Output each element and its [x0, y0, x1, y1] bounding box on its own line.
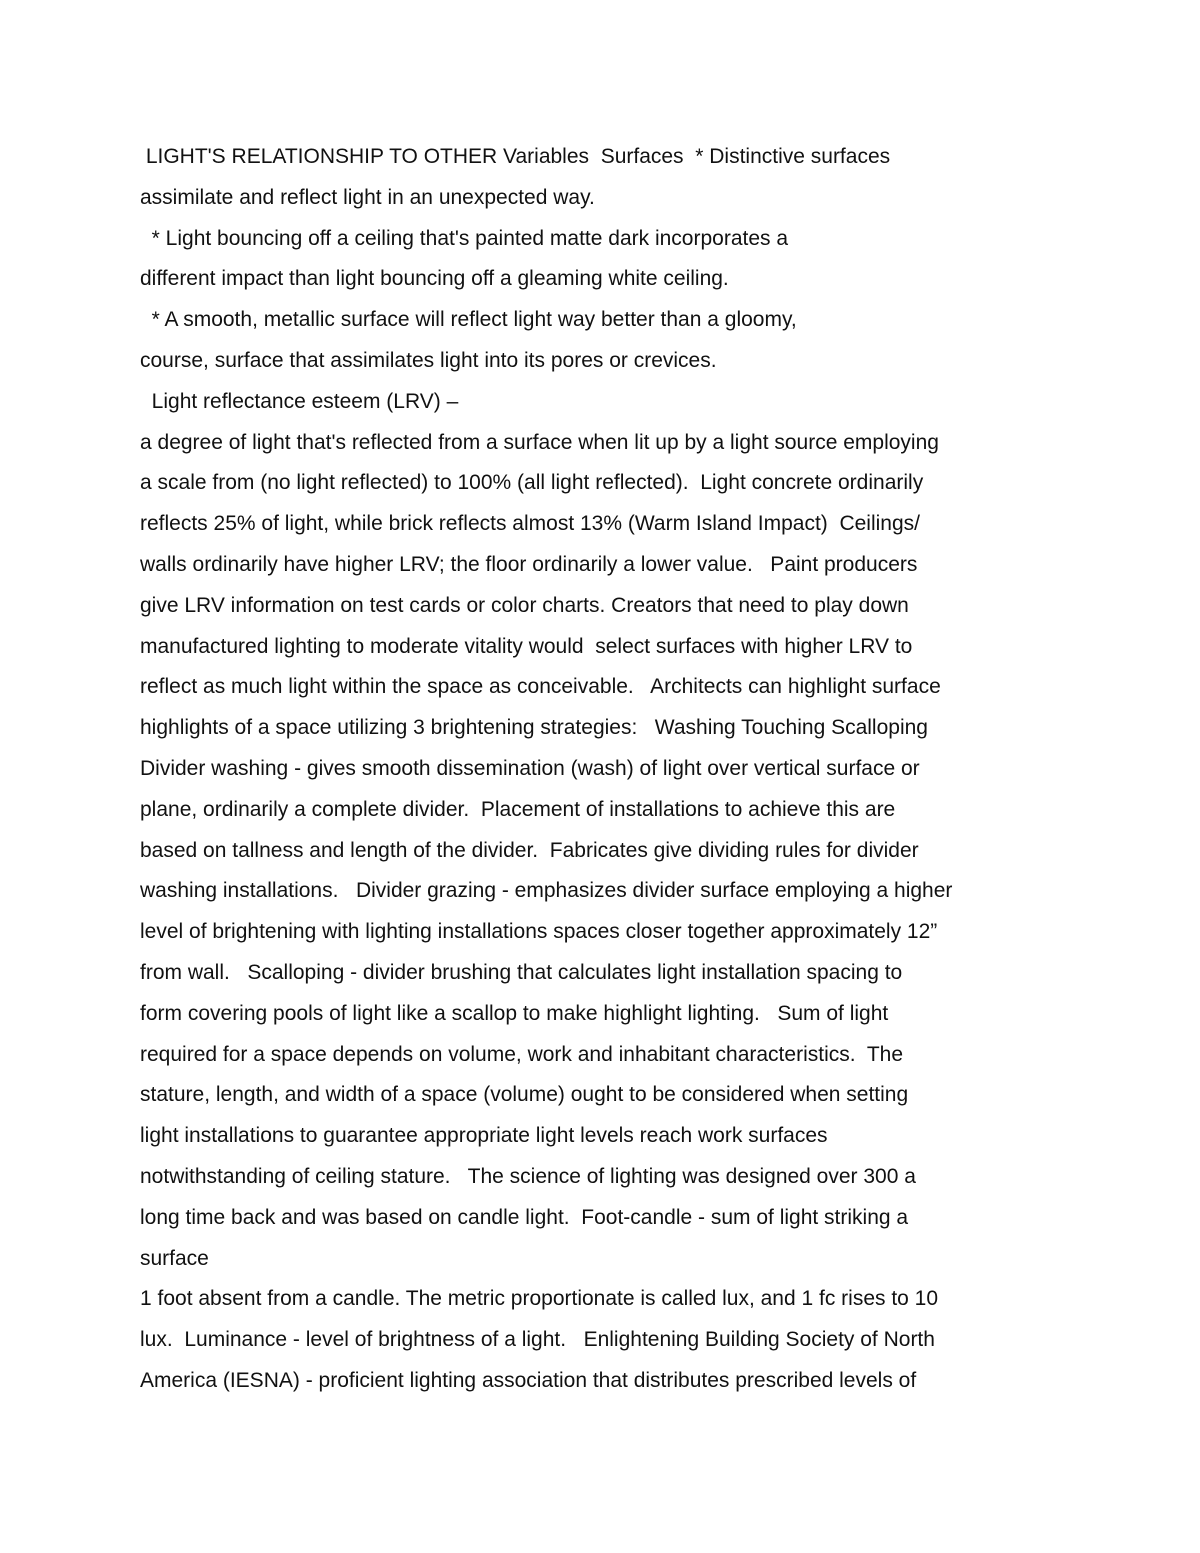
text-line: plane, ordinarily a complete divider. Placement of installations to achieve this are — [140, 797, 896, 821]
text-line: * Light bouncing off a ceiling that's painted matte dark incorporates a — [140, 226, 789, 250]
text-line: level of brightening with lighting installations spaces closer together approximately 12” — [140, 920, 938, 944]
text-line: based on tallness and length of the divider. Fabricates give dividing rules for divider — [140, 838, 919, 862]
text-line: form covering pools of light like a scallop to make highlight lighting. Sum of light — [140, 1001, 889, 1025]
text-line: give LRV information on test cards or color charts. Creators that need to play down — [140, 593, 909, 617]
text-line: highlights of a space utilizing 3 brightening strategies: Washing Touching Scalloping — [140, 716, 928, 740]
text-line: surface — [140, 1246, 209, 1270]
text-line: reflect as much light within the space as conceivable. Architects can highlight surface — [140, 675, 941, 699]
text-line: from wall. Scalloping - divider brushing that calculates light installation spacing to — [140, 960, 903, 984]
text-line: stature, length, and width of a space (volume) ought to be considered when setting — [140, 1083, 909, 1107]
text-line: a degree of light that's reflected from a surface when lit up by a light source employing — [140, 430, 939, 454]
body-text — [140, 137, 1070, 1402]
text-line: * A smooth, metallic surface will reflect light way better than a gloomy, — [140, 308, 797, 332]
text-line: course, surface that assimilates light into its pores or crevices. — [140, 348, 717, 372]
text-line: notwithstanding of ceiling stature. The science of lighting was designed over 300 a — [140, 1164, 916, 1188]
text-line: 1 foot absent from a candle. The metric proportionate is called lux, and 1 fc rises to 10 — [140, 1287, 939, 1311]
text-line: walls ordinarily have higher LRV; the floor ordinarily a lower value. Paint producers — [140, 552, 918, 576]
text-line: assimilate and reflect light in an unexpected way. — [140, 185, 595, 209]
text-line: LIGHT'S RELATIONSHIP TO OTHER Variables Surfaces * Distinctive surfaces — [140, 145, 891, 168]
text-line: Light reflectance esteem (LRV) – — [140, 389, 459, 413]
text-line: Divider washing - gives smooth dissemination (wash) of light over vertical surface or — [140, 756, 920, 780]
text-line: manufactured lighting to moderate vitality would select surfaces with higher LRV to — [140, 634, 913, 658]
text-line: reflects 25% of light, while brick reflects almost 13% (Warm Island Impact) Ceilings/ — [140, 512, 920, 536]
text-line: washing installations. Divider grazing - emphasizes divider surface employing a higher — [140, 879, 953, 903]
text-line: a scale from (no light reflected) to 100% (all light reflected). Light concrete ordinarily — [140, 471, 924, 495]
text-line: long time back and was based on candle light. Foot-candle - sum of light striking a — [140, 1205, 909, 1229]
text-line: lux. Luminance - level of brightness of a light. Enlightening Building Society of North — [140, 1328, 935, 1352]
text-line: America (IESNA) - proficient lighting association that distributes prescribed levels of — [140, 1368, 917, 1392]
text-line: required for a space depends on volume, work and inhabitant characteristics. The — [140, 1042, 904, 1066]
text-line: different impact than light bouncing off a gleaming white ceiling. — [140, 267, 729, 291]
text-line: light installations to guarantee appropriate light levels reach work surfaces — [140, 1124, 828, 1148]
